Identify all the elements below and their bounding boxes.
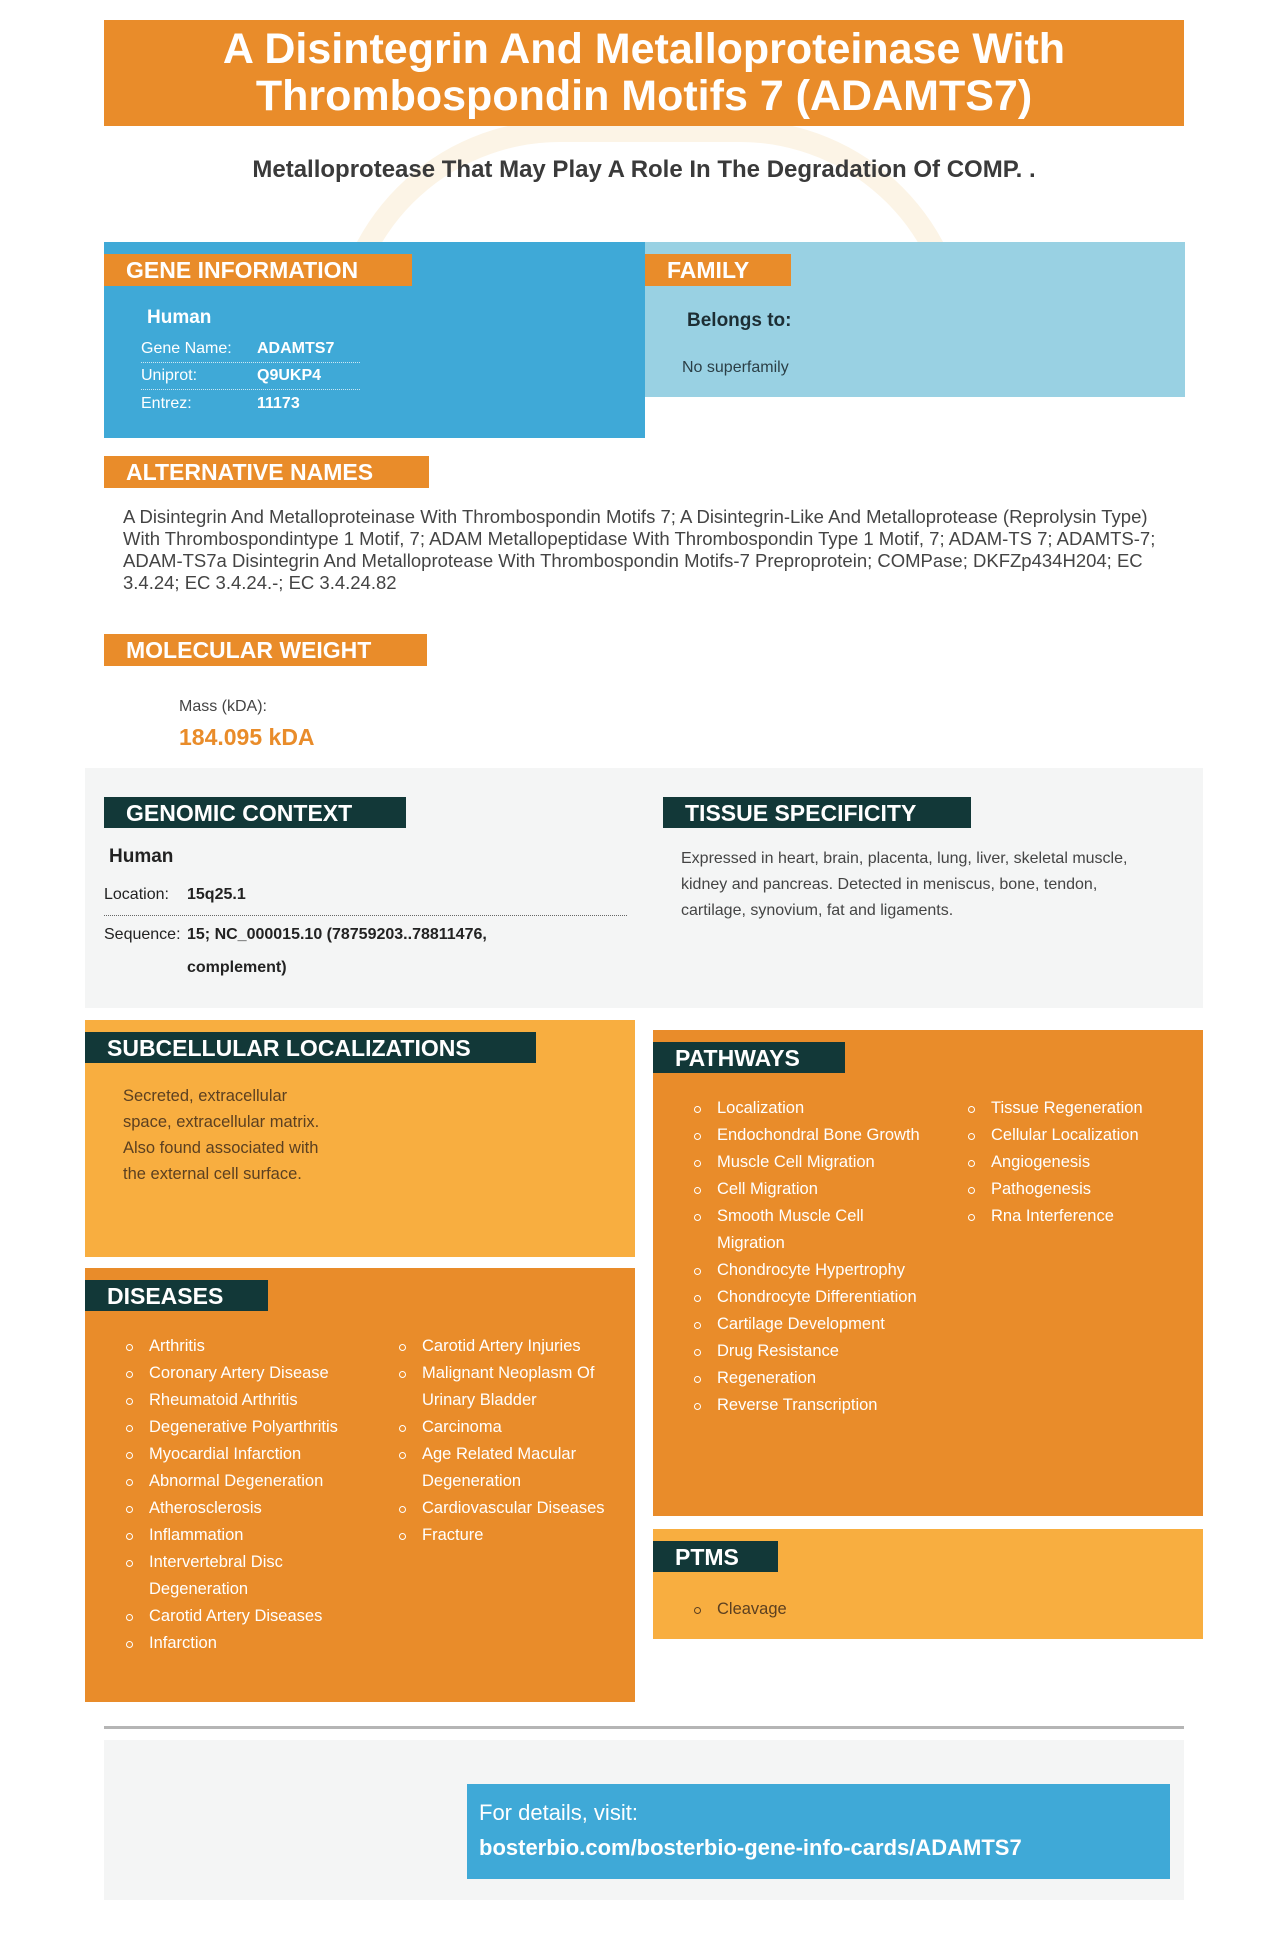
pathway-item: Chondrocyte Differentiation: [693, 1284, 923, 1311]
subcellular-text: Secreted, extracellular space, extracellular matrix. Also found associated with the external cell surface.: [123, 1087, 320, 1183]
genomic-context-heading: GENOMIC CONTEXT: [104, 797, 406, 828]
ptms-heading: PTMS: [653, 1541, 778, 1572]
pathway-item: Rna Interference: [967, 1203, 1192, 1230]
pathway-item: Muscle Cell Migration: [693, 1149, 923, 1176]
page-title: A Disintegrin And Metalloproteinase With Thrombospondin Motifs 7 (ADAMTS7): [222, 25, 1066, 120]
pathway-item: Chondrocyte Hypertrophy: [693, 1257, 923, 1284]
pathway-item: Endochondral Bone Growth: [693, 1122, 923, 1149]
pathways-heading: PATHWAYS: [653, 1042, 845, 1073]
location-label: Location:: [104, 886, 169, 903]
subcellular-panel: [85, 1020, 635, 1257]
gene-row-label: Entrez:: [141, 394, 192, 412]
gene-information-panel: [104, 242, 645, 438]
disease-item: Myocardial Infarction: [125, 1441, 375, 1468]
gene-row-label: Uniprot:: [141, 367, 198, 384]
ptm-item: Cleavage: [693, 1596, 787, 1623]
diseases-heading: DISEASES: [85, 1280, 268, 1311]
genomic-location-row: [104, 886, 627, 916]
genomic-species: Human: [109, 846, 174, 867]
disease-item: Carotid Artery Injuries: [398, 1333, 623, 1360]
family-panel: [645, 242, 1185, 397]
mass-value: 184.095 kDA: [179, 724, 315, 750]
details-callout[interactable]: [467, 1784, 1170, 1879]
gene-row-label: Gene Name:: [141, 340, 232, 357]
sequence-value-continued: complement): [187, 959, 287, 976]
tissue-specificity-heading: TISSUE SPECIFICITY: [663, 797, 971, 828]
disease-item: Cardiovascular Diseases: [398, 1495, 623, 1522]
disease-item: Carcinoma: [398, 1414, 623, 1441]
sequence-value: 15; NC_000015.10 (78759203..78811476,: [187, 926, 487, 943]
disease-item: Atherosclerosis: [125, 1495, 375, 1522]
disease-item: Arthritis: [125, 1333, 375, 1360]
pathways-list-col2: [967, 1095, 1192, 1230]
pathway-item: Reverse Transcription: [693, 1392, 923, 1419]
disease-item: Infarction: [125, 1630, 375, 1657]
pathway-item: Localization: [693, 1095, 923, 1122]
disease-item: Age Related Macular Degeneration: [398, 1441, 623, 1495]
details-label: For details, visit:: [479, 1800, 638, 1825]
pathways-panel: [653, 1030, 1203, 1516]
alternative-names-heading: ALTERNATIVE NAMES: [104, 456, 429, 488]
pathway-item: Regeneration: [693, 1365, 923, 1392]
alternative-names-text: A Disintegrin And Metalloproteinase With Thrombospondin Motifs 7; A Disintegrin-Like And Metalloprotease (Reprolysin Type) With Thrombospondintype 1 Motif, 7; ADAM Metallopeptidase With Thrombospondin Type 1 Motif, 7; ADAM-TS 7; ADAMTS-7; ADAM-TS7a Disintegrin And Metalloprotease With Thrombospondin Motifs-7 Preproprotein; COMPase; DKFZp434H204; EC 3.4.24; EC 3.4.24.-; EC 3.4.24.82: [123, 506, 1156, 593]
pathways-list-col1: [693, 1095, 923, 1419]
pathway-item: Tissue Regeneration: [967, 1095, 1192, 1122]
disease-item: Malignant Neoplasm Of Urinary Bladder: [398, 1360, 623, 1414]
pathway-item: Angiogenesis: [967, 1149, 1192, 1176]
disease-item: Rheumatoid Arthritis: [125, 1387, 375, 1414]
tissue-specificity-text: Expressed in heart, brain, placenta, lung, liver, skeletal muscle, kidney and pancreas. Detected in meniscus, bone, tendon, cartilage, synovium, fat and ligaments.: [681, 850, 1128, 919]
pathway-item: Pathogenesis: [967, 1176, 1192, 1203]
gene-information-heading: GENE INFORMATION: [104, 254, 412, 286]
ptms-list: [693, 1596, 787, 1623]
page-subtitle: Metalloprotease That May Play A Role In The Degradation Of COMP. .: [252, 156, 1036, 183]
diseases-list-col1: [125, 1333, 375, 1657]
disease-item: Intervertebral Disc Degeneration: [125, 1549, 375, 1603]
gene-info-table: [141, 336, 360, 417]
family-heading: FAMILY: [645, 254, 791, 286]
footer-divider: [104, 1726, 1184, 1729]
disease-item: Fracture: [398, 1522, 623, 1549]
diseases-panel: [85, 1268, 635, 1702]
ptms-panel: [653, 1529, 1203, 1639]
disease-item: Coronary Artery Disease: [125, 1360, 375, 1387]
molecular-weight-heading: MOLECULAR WEIGHT: [104, 634, 427, 666]
subcellular-heading: SUBCELLULAR LOCALIZATIONS: [85, 1032, 536, 1063]
diseases-list-col2: [398, 1333, 623, 1549]
gene-row-value: ADAMTS7: [257, 340, 335, 357]
pathway-item: Cell Migration: [693, 1176, 923, 1203]
pathway-item: Cartilage Development: [693, 1311, 923, 1338]
gene-row-uniprot: [141, 363, 360, 390]
pathway-item: Drug Resistance: [693, 1338, 923, 1365]
genomic-sequence-row: [104, 918, 627, 984]
disease-item: Degenerative Polyarthritis: [125, 1414, 375, 1441]
details-link[interactable]: bosterbio.com/bosterbio-gene-info-cards/ADAMTS7: [479, 1835, 1022, 1860]
gene-row-value: Q9UKP4: [257, 367, 322, 384]
gene-row-entrez: [141, 390, 360, 417]
title-banner: [104, 20, 1184, 126]
pathway-item: Smooth Muscle Cell Migration: [693, 1203, 923, 1257]
disease-item: Abnormal Degeneration: [125, 1468, 375, 1495]
disease-item: Inflammation: [125, 1522, 375, 1549]
sequence-label: Sequence:: [104, 926, 181, 943]
gene-row-value: 11173: [257, 394, 300, 412]
gene-species: Human: [147, 307, 212, 328]
gene-row-name: [141, 336, 360, 363]
pathway-item: Cellular Localization: [967, 1122, 1192, 1149]
disease-item: Carotid Artery Diseases: [125, 1603, 375, 1630]
family-value: No superfamily: [682, 359, 789, 376]
location-value: 15q25.1: [187, 886, 246, 903]
family-belongs-label: Belongs to:: [687, 310, 792, 331]
mass-label: Mass (kDA):: [179, 698, 267, 715]
